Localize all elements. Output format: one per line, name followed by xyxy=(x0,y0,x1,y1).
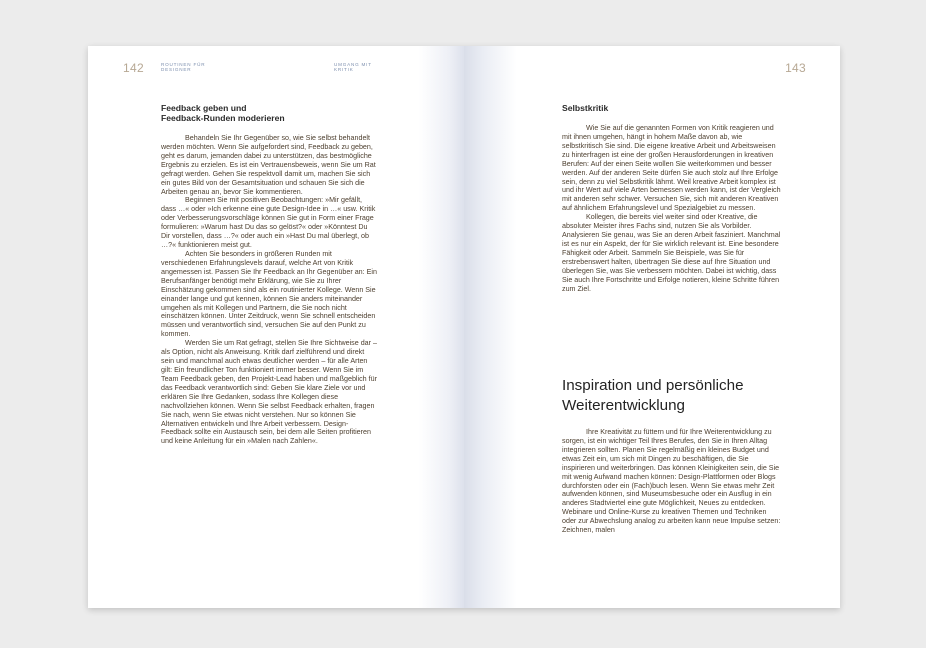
body-text xyxy=(562,124,781,294)
running-head-chapter: ROUTINEN FÜR DESIGNER xyxy=(161,62,206,73)
paragraph: Ihre Kreativität zu füttern und für Ihre Weiterentwicklung zu sorgen, ist ein wichtiger Teil Ihres Berufes, den Sie in Ihren Alltag integrieren sollten. Planen Sie regelmäßig ein kleines Budget und etwas Zeit ein, um sich mit Dingen zu beschäftigen, die Sie inspirieren und weiterbringen. Das können Kleinigkeiten sein, die Sie mit wenig Aufwand machen können: Design-Plattformen oder Blogs durchforsten oder ein (Fach)buch lesen. Wenn Sie etwas mehr Zeit aufwenden können, sind Museumsbesuche oder ein Ausflug in ein anderes Stadtviertel eine gute Möglichkeit, Neues zu entdecken. Webinare und Online-Kurse zu kreativen Themen und Techniken oder zur Abwechslung analog zu arbeiten kann neue Impulse setzen: Zeichnen, malen xyxy=(562,428,781,535)
section-title: Inspiration und persönliche Weiterentwicklung xyxy=(562,377,744,414)
page-number: 143 xyxy=(785,61,806,75)
subsection-heading: Selbstkritik xyxy=(562,103,609,113)
subsection-heading: Feedback geben und Feedback-Runden moderieren xyxy=(161,103,285,124)
paragraph: Behandeln Sie Ihr Gegenüber so, wie Sie selbst behandelt werden möchten. Wenn Sie aufgefordert sind, Feedback zu geben, geht es darum, jemanden dabei zu unterstützen, das bestmögliche Ergebnis zu erzielen. Es ist ein Vertrauensbeweis, wenn Sie um Rat gefragt werden. Gehen Sie respektvoll damit um, machen Sie sich ein gutes Bild von der Gesamtsituation und schauen Sie sich die Arbeiten genau an, bevor Sie kommentieren. xyxy=(161,134,376,196)
body-text xyxy=(161,134,378,446)
right-page xyxy=(464,46,840,608)
paragraph: Kollegen, die bereits viel weiter sind oder Kreative, die absoluter Meister ihres Fachs sind, nutzen Sie als Vorbilder. Analysieren Sie genau, was Sie an deren Arbeit fasziniert. Manchmal ist es nur ein Aspekt, der für Sie wirklich relevant ist. Eine besondere Fähigkeit oder Arbeit. Sammeln Sie Beispiele, was Sie für erstrebenswert halten, übertragen Sie diese auf Ihre Situation und überlegen Sie, was Sie verbessern möchten. Dabei ist wichtig, dass Sie auch Ihre Fortschritte und Erfolge notieren, kleine Schritte führen zum Ziel. xyxy=(562,213,781,293)
paragraph: Achten Sie besonders in größeren Runden mit verschiedenen Erfahrungslevels darauf, welche Art von Kritik angemessen ist. Passen Sie Ihr Feedback an Ihr Gegenüber an: Ein Berufsanfänger benötigt mehr Erklärung, wie Sie zu Ihrer Einschätzung gekommen sind als ein routinierter Kollege. Wenn Sie einander lange und gut kennen, können Sie anders miteinander umgehen als mit Kollegen und Partnern, die Sie noch nicht einschätzen können. Unter Zeitdruck, wenn Sie schnell entscheiden müssen und verantwortlich sind, versuchen Sie auf den Punkt zu kommen. xyxy=(161,249,377,339)
paragraph: Beginnen Sie mit positiven Beobachtungen: »Mir gefällt, dass …« oder »Ich erkenne eine gute Design-Idee in …« usw. Kritik oder Verbesserungsvorschläge können Sie gut in Form einer Frage formulieren: »Warum hast Du das so gelöst?« oder »Könntest Du Dir vorstellen, dass …?« oder auch ein »Hast Du mal überlegt, ob …?« funktionieren meist gut. xyxy=(161,196,376,250)
running-head-section: UMGANG MIT KRITIK xyxy=(334,62,372,73)
body-text xyxy=(562,428,781,535)
page-number: 142 xyxy=(123,61,144,75)
paragraph: Wie Sie auf die genannten Formen von Kritik reagieren und mit ihnen umgehen, hängt in hohem Maße davon ab, wie selbstkritisch Sie sind. Die eigene kreative Arbeit und Arbeitsweisen zu hinterfragen ist eine der großen Herausforderungen in kreativen Berufen: Auf der einen Seite wollen Sie weiterkommen und besser werden. Auf der anderen Seite dürfen Sie auch stolz auf Ihre Erfolge sein, denn zu viel Selbstkritik lähmt. Weil kreative Arbeit komplex ist und ihr Wert auf viele Arten bemessen werden kann, ist der Vergleich mit anderen sehr schwer. Versuchen Sie, sich mit anderen Kreativen auf ähnlichem Erfahrungslevel und Spezialgebiet zu messen. xyxy=(562,124,781,213)
left-page xyxy=(88,46,464,608)
paragraph: Werden Sie um Rat gefragt, stellen Sie Ihre Sichtweise dar – als Option, nicht als Anweisung. Kritik darf zielführend und direkt sein und manchmal auch etwas deutlicher werden – für alle Arten gilt: Ein freundlicher Ton funktioniert immer besser. Wenn Sie im Team Feedback geben, den Projekt-Lead haben und maßgeblich für das Feedback verantwortlich sind: Geben Sie klare Ziele vor und erklären Sie Ihre Gedanken, sodass Ihre Kollegen diese nachvollziehen können. Wenn Sie selbst Feedback erhalten, fragen Sie nach, wenn Sie etwas nicht verstehen. Nur so können Sie Alternativen entwickeln und Ihre Arbeit verbessern. Design-Feedback sollte ein Austausch sein, bei dem alle Seiten profitieren und keine Anleitung für ein »Malen nach Zahlen«. xyxy=(161,339,377,446)
book-spread xyxy=(88,46,840,608)
